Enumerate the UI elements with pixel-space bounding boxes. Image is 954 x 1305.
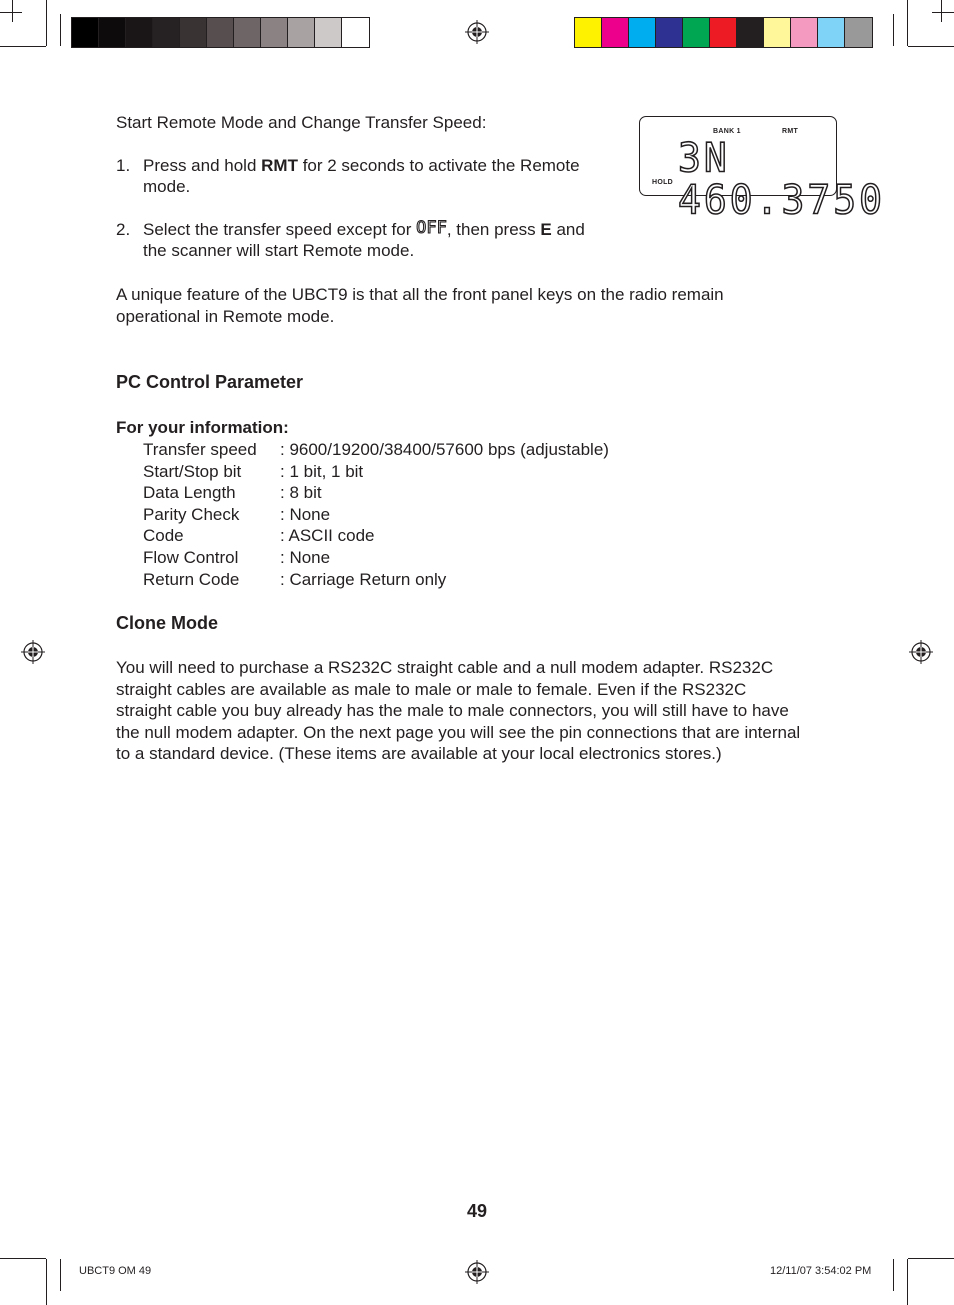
parameter-value: : None — [280, 548, 331, 567]
step-text: and — [551, 220, 585, 239]
process-swatch — [737, 18, 764, 47]
section-title: Start Remote Mode and Change Transfer Speed: — [116, 113, 487, 132]
clone-mode-heading: Clone Mode — [116, 613, 218, 633]
step-number: 1. — [116, 156, 131, 175]
step-text: Select the transfer speed except for — [143, 220, 417, 239]
gray-swatch — [315, 18, 342, 47]
process-swatch — [575, 18, 602, 47]
paragraph-line: operational in Remote mode. — [116, 307, 335, 326]
registration-mark-icon — [21, 640, 45, 664]
gray-swatch — [342, 18, 369, 47]
registration-mark-icon — [465, 20, 489, 44]
gray-swatch — [99, 18, 126, 47]
step-2-line2: the scanner will start Remote mode. — [143, 241, 415, 260]
process-swatch — [656, 18, 683, 47]
key-name: RMT — [261, 156, 298, 175]
parameter-label: Transfer speed — [143, 440, 257, 459]
gray-swatch — [126, 18, 153, 47]
lcd-frequency: 3N 460.3750 — [678, 134, 886, 224]
step-text: for 2 seconds to activate the Remote — [297, 156, 580, 175]
registration-mark-icon — [909, 640, 933, 664]
paragraph-line: the null modem adapter. On the next page you will see the pin connections that are internal — [116, 722, 801, 742]
process-swatch — [602, 18, 629, 47]
paragraph-line: straight cable you buy already has the male to male connectors, you will still have to have — [116, 701, 789, 721]
gray-swatch — [207, 18, 234, 47]
parameter-label: Start/Stop bit — [143, 461, 242, 481]
step-2 — [116, 218, 585, 241]
parameter-value: : 1 bit, 1 bit — [280, 461, 364, 481]
key-name: E — [540, 220, 552, 239]
parameter-label: Parity Check — [143, 504, 240, 524]
lcd-rmt-label: RMT — [782, 128, 799, 135]
footer-file-slug: UBCT9 OM 49 — [79, 1265, 152, 1277]
grayscale-color-bar — [71, 17, 370, 48]
parameter-label: Code — [143, 526, 184, 546]
process-swatch — [791, 18, 818, 47]
lcd-off-glyph: OFF — [416, 218, 447, 238]
info-subheading: For your information: — [116, 418, 289, 437]
paragraph-line: straight cables are available as male to male or male to female. Even if the RS232C — [116, 679, 747, 699]
process-swatch — [683, 18, 710, 47]
step-text: , then press — [446, 220, 541, 239]
parameter-label: Return Code — [143, 569, 240, 589]
process-swatch — [710, 18, 737, 47]
pc-control-heading: PC Control Parameter — [116, 372, 304, 392]
process-swatch — [818, 18, 845, 47]
parameter-value: : ASCII code — [280, 526, 375, 546]
step-number: 2. — [116, 220, 131, 239]
gray-swatch — [72, 18, 99, 47]
paragraph-line: A unique feature of the UBCT9 is that all the front panel keys on the radio remain — [116, 285, 724, 304]
lcd-bank-label: BANK 1 — [713, 128, 741, 135]
process-swatch — [629, 18, 656, 47]
gray-swatch — [288, 18, 315, 47]
parameter-value: : 8 bit — [280, 483, 322, 503]
footer-timestamp: 12/11/07 3:54:02 PM — [770, 1265, 872, 1277]
parameter-label: Flow Control — [143, 548, 239, 567]
paragraph-line: to a standard device. (These items are available at your local electronics stores.) — [116, 744, 722, 764]
step-text: Press and hold — [143, 156, 262, 175]
step-1 — [116, 155, 580, 177]
lcd-display-illustration — [639, 116, 886, 224]
gray-swatch — [180, 18, 207, 47]
parameter-value: : Carriage Return only — [280, 569, 447, 589]
gray-swatch — [153, 18, 180, 47]
parameter-value: : None — [280, 504, 331, 524]
parameter-label: Data Length — [143, 483, 236, 503]
page-number: 49 — [466, 1201, 488, 1221]
lcd-hold-label: HOLD — [652, 179, 674, 186]
gray-swatch — [234, 18, 261, 47]
process-swatch — [845, 18, 872, 47]
registration-mark-icon — [465, 1260, 489, 1284]
process-color-bar — [574, 17, 873, 48]
process-swatch — [764, 18, 791, 47]
paragraph-line: You will need to purchase a RS232C straight cable and a null modem adapter. RS232C — [116, 658, 774, 677]
parameter-value: : 9600/19200/38400/57600 bps (adjustable) — [280, 440, 609, 459]
gray-swatch — [261, 18, 288, 47]
step-1-line2: mode. — [143, 177, 191, 196]
